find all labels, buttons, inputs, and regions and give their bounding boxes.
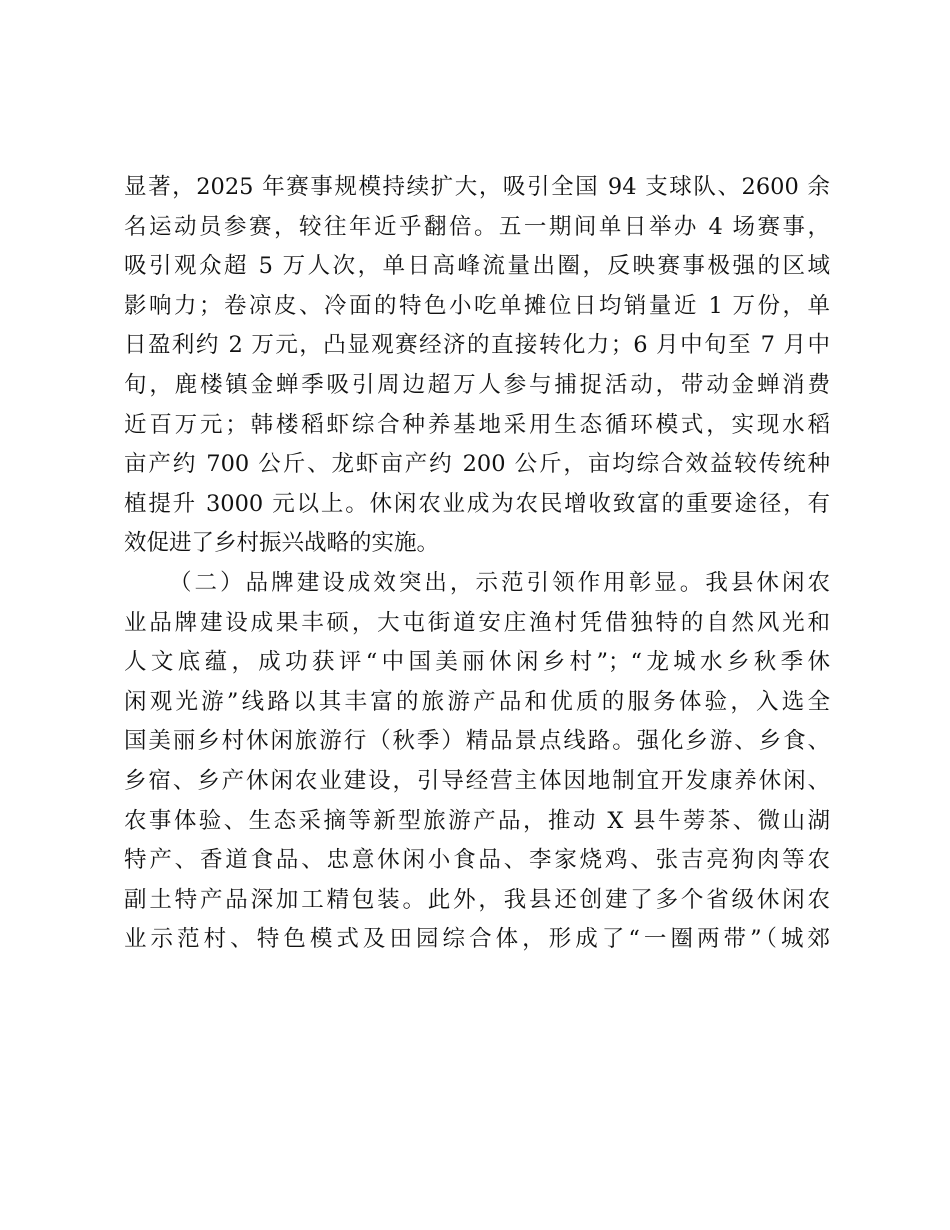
text-line: 日盈利约 2 万元，凸显观赛经济的直接转化力；6 月中旬至 7 月中 — [124, 332, 830, 359]
text-line: 名运动员参赛，较往年近乎翻倍。五一期间单日举办 4 场赛事， — [124, 213, 830, 240]
section-heading-line: （二）品牌建设成效突出，示范引领作用彰显。我县休闲农 — [169, 569, 830, 596]
paragraph-1 — [124, 168, 830, 564]
text-line: 业示范村、特色模式及田园综合体，形成了“一圈两带”（城郊 — [124, 926, 830, 953]
text-line: 旬，鹿楼镇金蝉季吸引周边超万人参与捕捉活动，带动金蝉消费 — [124, 371, 830, 398]
text-line: 影响力；卷凉皮、冷面的特色小吃单摊位日均销量近 1 万份，单 — [124, 292, 830, 319]
text-line: 乡宿、乡产休闲农业建设，引导经营主体因地制宜开发康养休闲、 — [124, 767, 830, 794]
text-line: 植提升 3000 元以上。休闲农业成为农民增收致富的重要途径，有 — [124, 490, 830, 517]
document-body — [124, 168, 830, 960]
text-line: 亩产约 700 公斤、龙虾亩产约 200 公斤，亩均综合效益较传统种 — [124, 451, 830, 478]
text-line: 特产、香道食品、忠意休闲小食品、李家烧鸡、张吉亮狗肉等农 — [124, 847, 830, 874]
text-line: 副土特产品深加工精包装。此外，我县还创建了多个省级休闲农 — [124, 886, 830, 913]
text-line: 效促进了乡村振兴战略的实施。 — [124, 530, 440, 557]
text-line: 业品牌建设成果丰硕，大屯街道安庄渔村凭借独特的自然风光和 — [124, 609, 830, 636]
text-line: 人文底蕴，成功获评“中国美丽休闲乡村”；“龙城水乡秋季休 — [124, 649, 830, 676]
text-line: 闲观光游”线路以其丰富的旅游产品和优质的服务体验，入选全 — [124, 688, 830, 715]
paragraph-2 — [124, 564, 830, 960]
text-line: 农事体验、生态采摘等新型旅游产品，推动 X 县牛蒡茶、微山湖 — [124, 807, 830, 834]
text-line: 显著，2025 年赛事规模持续扩大，吸引全国 94 支球队、2600 余 — [124, 174, 830, 200]
text-line: 吸引观众超 5 万人次，单日高峰流量出圈，反映赛事极强的区域 — [124, 253, 830, 280]
text-line: 国美丽乡村休闲旅游行（秋季）精品景点线路。强化乡游、乡食、 — [124, 728, 830, 755]
text-line: 近百万元；韩楼稻虾综合种养基地采用生态循环模式，实现水稻 — [124, 411, 830, 438]
